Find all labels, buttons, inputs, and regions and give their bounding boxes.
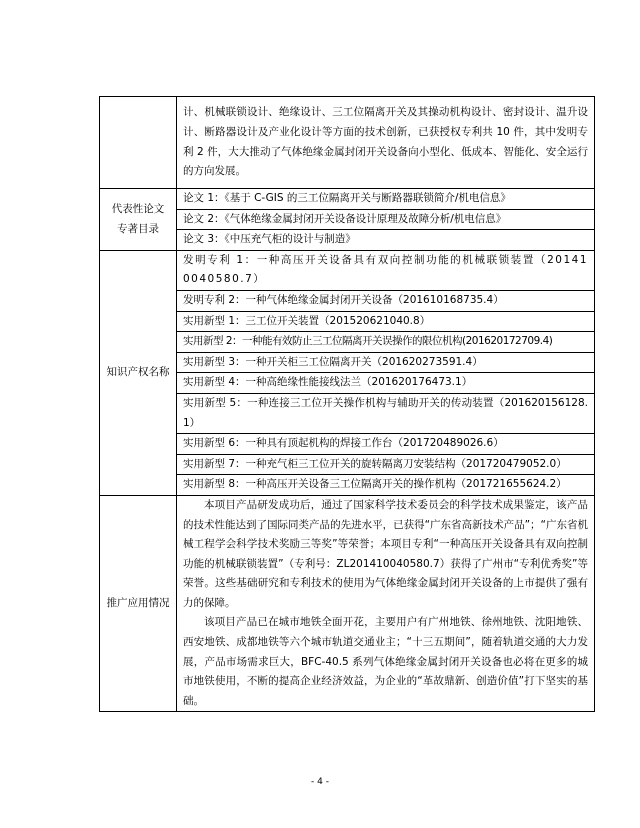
ip-item-9: 实用新型 7：一种充气柜三工位开关的旋转隔离刀安装结构（201720479052.0） <box>177 454 595 475</box>
promotion-paragraph-1: 本项目产品研发成功后，通过了国家科学技术委员会的科学技术成果鉴定，该产品的技术性能达到了国际同类产品的先进水平，已获得“广东省高新技术产品”；“广东省机械工程学会科学技术奖励三等奖”等荣誉；本项目专利“一种高压开关设备具有双向控制功能的机械联锁装置”（专利号：ZL201410040580.7）获得了广州市“专利优秀奖”等荣誉。这些基础研究和专利技术的使用为气体绝缘金属封闭开关设备的上市提供了强有力的保障。 <box>183 498 588 609</box>
page-number: - 4 - <box>311 777 329 787</box>
papers-label: 代表性论文 专著目录 <box>100 189 177 251</box>
promotion-text <box>177 495 595 712</box>
ip-item-2: 发明专利 2：一种气体绝缘金属封闭开关设备（201610168735.4） <box>177 290 595 311</box>
ip-item-8: 实用新型 6：一种具有顶起机构的焊接工作台（201720489026.6） <box>177 434 595 455</box>
ip-label: 知识产权名称 <box>100 250 177 495</box>
ip-item-10: 实用新型 8：一种高压开关设备三工位隔离开关的操作机构（201721655624.2） <box>177 475 595 496</box>
ip-item-4: 实用新型 2：一种能有效防止三工位隔离开关误操作的限位机构(201620172709.4) <box>177 332 595 353</box>
ip-item-6: 实用新型 4：一种高绝缘性能接线法兰（201620176473.1） <box>177 373 595 394</box>
paper-item-3: 论文 3：《中压充气柜的设计与制造》 <box>177 230 595 251</box>
intro-row <box>100 97 595 189</box>
ip-item-1: 发明专利 1：一种高压开关设备具有双向控制功能的机械联锁装置（201410040580.7） <box>177 250 595 290</box>
ip-row <box>100 250 595 290</box>
intro-label-cell <box>100 97 177 189</box>
promotion-label: 推广应用情况 <box>100 495 177 712</box>
ip-item-7: 实用新型 5：一种连接三工位开关操作机构与辅助开关的传动装置（201620156128.1） <box>177 393 595 433</box>
paper-row <box>100 189 595 210</box>
ip-item-5: 实用新型 3：一种开关柜三工位隔离开关（201620273591.4） <box>177 352 595 373</box>
paper-item-2: 论文 2：《气体绝缘金属封闭开关设备设计原理及故障分析/机电信息》 <box>177 209 595 230</box>
promotion-paragraph-2: 该项目产品已在城市地铁全面开花，主要用户有广州地铁、徐州地铁、沈阳地铁、西安地铁、成都地铁等六个城市轨道交通业主；“十三五期间”，随着轨道交通的大力发展，产品市场需求巨大，BFC-40.5 系列气体绝缘金属封闭开关设备也必将在更多的城市地铁使用，不断的提高企业经济效益，为企业的“革故鼎新、创造价值”打下坚实的基础。 <box>183 616 588 707</box>
paper-item-1: 论文 1：《基于 C-GIS 的三工位隔离开关与断路器联锁简介/机电信息》 <box>177 189 595 210</box>
promotion-row <box>100 495 595 712</box>
intro-text: 计、机械联锁设计、绝缘设计、三工位隔离开关及其操动机构设计、密封设计、温升设计、断路器设计及产业化设计等方面的技术创新，已获授权专利共 10 件，其中发明专利 2 件，大大推动了气体绝缘金属封闭开关设备向小型化、低成本、智能化、安全运行的方向发展。 <box>177 97 595 189</box>
declaration-table <box>99 96 595 712</box>
ip-item-3: 实用新型 1：三工位开关装置（201520621040.8） <box>177 311 595 332</box>
